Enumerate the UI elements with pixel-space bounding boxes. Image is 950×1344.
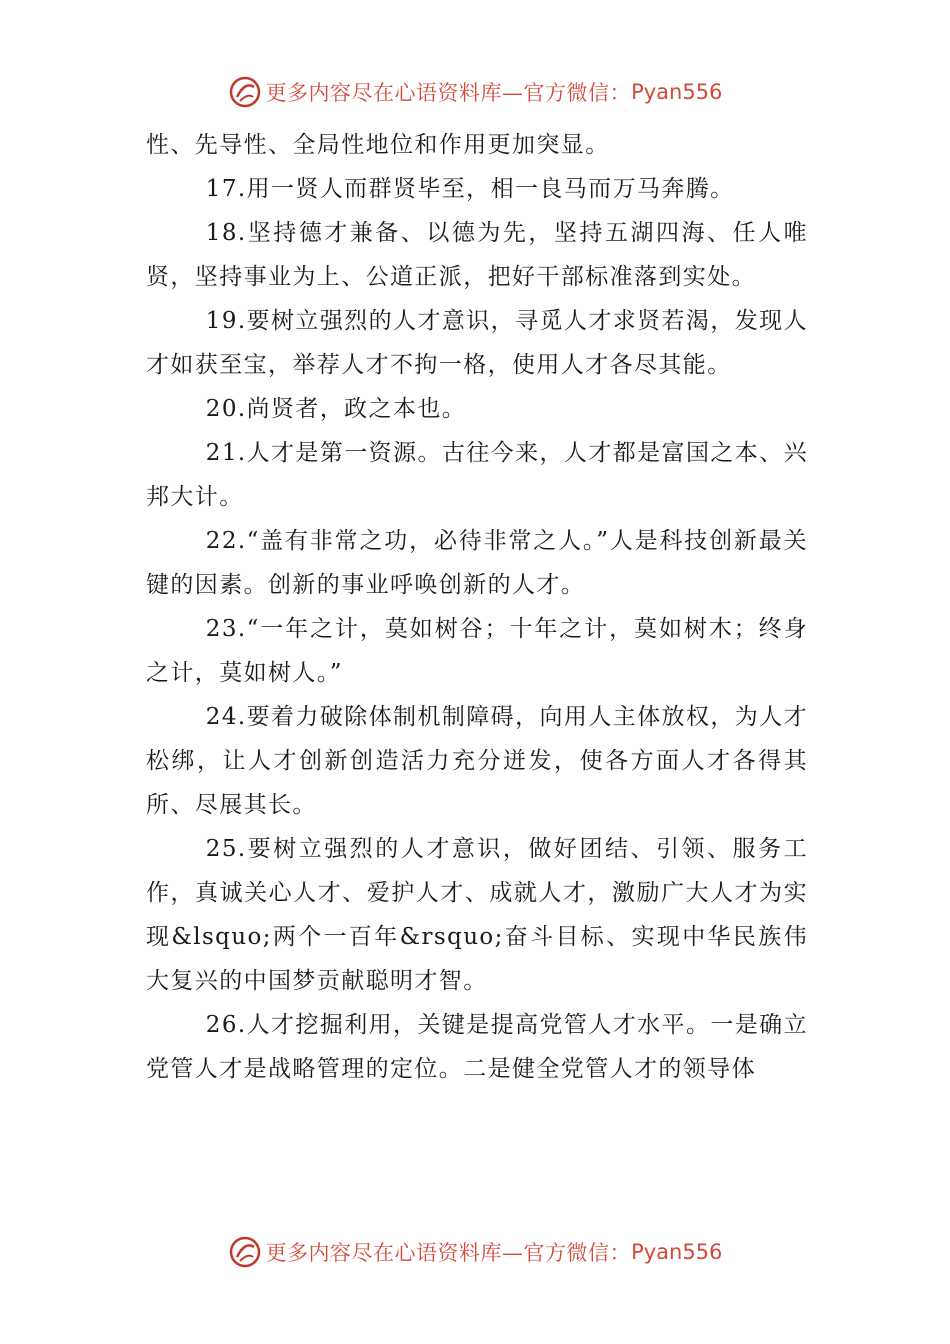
header-wechat-id: Pyan556: [631, 80, 723, 104]
header-banner: [0, 72, 950, 112]
paragraph: 21.人才是第一资源。古往今来，人才都是富国之本、兴邦大计。: [146, 440, 808, 510]
paragraph: 20.尚贤者，政之本也。: [205, 396, 467, 422]
paragraph: 26.人才挖掘利用，关键是提高党管人才水平。一是确立党管人才是战略管理的定位。二是健全党管人才的领导体: [146, 1012, 808, 1082]
paragraph: 18.坚持德才兼备、以德为先，坚持五湖四海、任人唯贤，坚持事业为上、公道正派，把好干部标准落到实处。: [146, 220, 808, 290]
document-body: [146, 123, 808, 1091]
footer-banner-text: 更多内容尽在心语资料库—官方微信：: [265, 1241, 632, 1265]
footer-banner: [0, 1232, 950, 1272]
paragraph: 23.“一年之计，莫如树谷；十年之计，莫如树木；终身之计，莫如树人。”: [146, 616, 808, 686]
paragraph: 22.“盖有非常之功，必待非常之人。”人是科技创新最关键的因素。创新的事业呼唤创新的人才。: [146, 528, 808, 598]
paragraph: 25.要树立强烈的人才意识，做好团结、引领、服务工作，真诚关心人才、爱护人才、成就人才，激励广大人才为实现&lsquo;两个一百年&rsquo;奋斗目标、实现中华民族伟大复兴的中国梦贡献聪明才智。: [146, 836, 808, 994]
paragraph: 19.要树立强烈的人才意识，寻觅人才求贤若渴，发现人才如获至宝，举荐人才不拘一格，使用人才各尽其能。: [146, 308, 808, 378]
paragraph: 17.用一贤人而群贤毕至，相一良马而万马奔腾。: [205, 176, 735, 202]
header-banner-text: 更多内容尽在心语资料库—官方微信：: [265, 81, 632, 105]
brand-logo-icon: [228, 1235, 262, 1269]
paragraph: 性、先导性、全局性地位和作用更加突显。: [146, 132, 610, 158]
brand-logo-icon: [228, 75, 262, 109]
paragraph: 24.要着力破除体制机制障碍，向用人主体放权，为人才松绑，让人才创新创造活力充分迸发，使各方面人才各得其所、尽展其长。: [146, 704, 808, 818]
footer-wechat-id: Pyan556: [631, 1240, 723, 1264]
